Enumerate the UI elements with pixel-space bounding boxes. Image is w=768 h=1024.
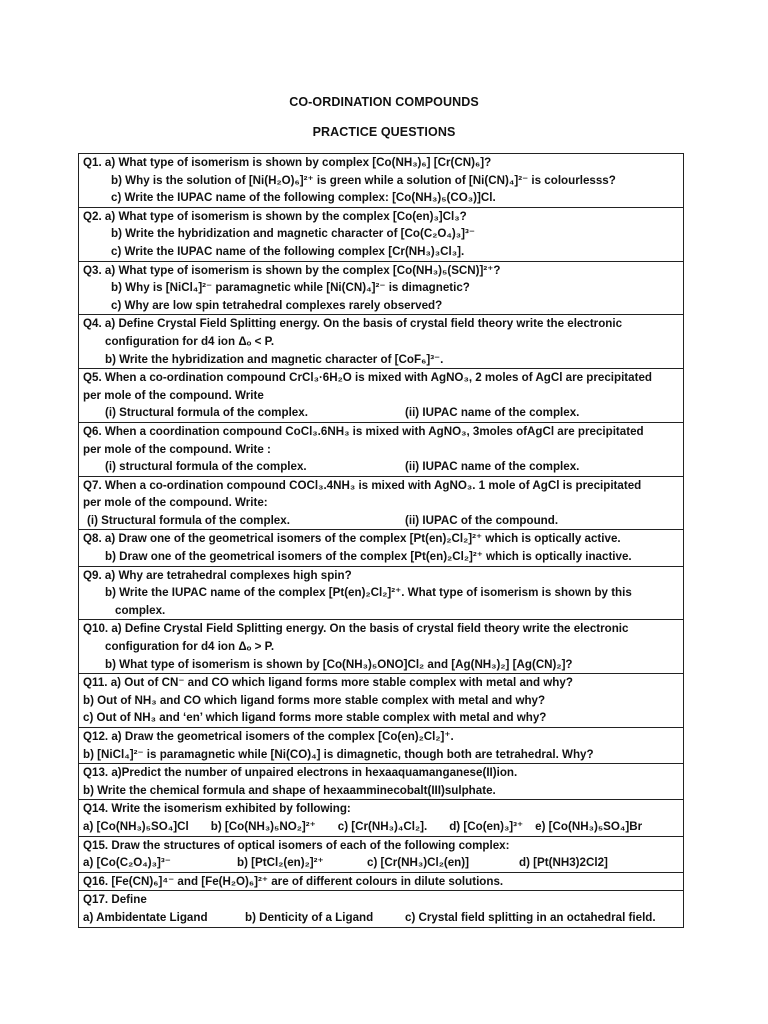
- question-cell: [79, 566, 684, 620]
- q14-option-c: c) [Cr(NH₃)₄Cl₂].: [337, 819, 428, 833]
- q10-part-a-cont: configuration for d4 ion Δₒ > P.: [105, 640, 275, 654]
- q7-line-2: per mole of the compound. Write:: [83, 496, 268, 510]
- q5-part-ii: (ii) IUPAC name of the complex.: [405, 406, 580, 420]
- q2-part-a: Q2. a) What type of isomerism is shown by the complex [Co(en)₃]Cl₃?: [83, 209, 467, 223]
- question-row-q12: [79, 728, 684, 764]
- q14-option-a: a) [Co(NH₃)₅SO₄]Cl: [83, 819, 189, 833]
- q15-option-c: c) [Cr(NH₃)Cl₂(en)]: [367, 856, 469, 870]
- question-cell: [79, 728, 684, 764]
- q14-option-e: e) [Co(NH₃)₅SO₄]Br: [535, 819, 643, 833]
- q1-part-a: Q1. a) What type of isomerism is shown by complex [Co(NH₃)₆] [Cr(CN)₆]?: [83, 156, 492, 169]
- question-row-q10: [79, 620, 684, 674]
- question-cell: [79, 764, 684, 800]
- q7-part-i: (i) Structural formula of the complex.: [87, 513, 290, 527]
- question-row-q13: [79, 764, 684, 800]
- question-row-q16: [79, 872, 684, 891]
- q9-part-b: b) Write the IUPAC name of the complex [Pt(en)₂Cl₂]²⁺. What type of isomerism is shown by this: [105, 586, 632, 600]
- q9-part-a: Q9. a) Why are tetrahedral complexes high spin?: [83, 568, 352, 582]
- questions-table: [78, 153, 684, 928]
- q15-option-a: a) [Co(C₂O₄)₃]³⁻: [83, 856, 171, 870]
- q3-part-a: Q3. a) What type of isomerism is shown by the complex [Co(NH₃)₅(SCN)]²⁺?: [83, 263, 501, 277]
- q11-part-a: Q11. a) Out of CN⁻ and CO which ligand forms more stable complex with metal and why?: [83, 676, 573, 690]
- q4-part-a-cont: configuration for d4 ion Δₒ < P.: [105, 334, 275, 348]
- question-cell: [79, 207, 684, 261]
- question-cell: [79, 674, 684, 728]
- question-row-q11: [79, 674, 684, 728]
- q14-option-b: b) [Co(NH₃)₅NO₂]²⁺: [210, 819, 316, 833]
- question-cell: [79, 836, 684, 872]
- question-cell: [79, 261, 684, 315]
- q17-option-c: c) Crystal field splitting in an octahedral field.: [405, 910, 656, 924]
- q6-part-i: (i) structural formula of the complex.: [105, 460, 307, 474]
- q3-part-b: b) Why is [NiCl₄]²⁻ paramagnetic while [Ni(CN)₄]²⁻ is dimagnetic?: [111, 281, 470, 295]
- q5-part-i: (i) Structural formula of the complex.: [105, 406, 308, 420]
- q4-part-b: b) Write the hybridization and magnetic character of [CoF₆]³⁻.: [105, 352, 444, 366]
- question-cell: [79, 891, 684, 927]
- question-cell: [79, 800, 684, 836]
- question-row-q9: [79, 566, 684, 620]
- q12-part-b: b) [NiCl₄]²⁻ is paramagnetic while [Ni(CO)₄] is dimagnetic, though both are tetrahedral. Why?: [83, 747, 594, 761]
- question-cell: [79, 369, 684, 423]
- q10-part-b: b) What type of isomerism is shown by [Co(NH₃)₅ONO]Cl₂ and [Ag(NH₃)₂] [Ag(CN)₂]?: [105, 657, 573, 671]
- q1-part-b: b) Why is the solution of [Ni(H₂O)₆]²⁺ is green while a solution of [Ni(CN)₄]²⁻ is colourlesss?: [111, 173, 616, 187]
- question-row-q8: [79, 530, 684, 566]
- q10-part-a: Q10. a) Define Crystal Field Splitting energy. On the basis of crystal field theory write the electronic: [83, 622, 629, 636]
- question-cell: [79, 476, 684, 530]
- question-row-q5: [79, 369, 684, 423]
- question-cell: [79, 620, 684, 674]
- q13-part-b: b) Write the chemical formula and shape of hexaamminecobalt(III)sulphate.: [83, 783, 496, 797]
- question-row-q17: [79, 891, 684, 927]
- q8-part-b: b) Draw one of the geometrical isomers of the complex [Pt(en)₂Cl₂]²⁺ which is optically inactive.: [105, 550, 632, 564]
- q11-part-b: b) Out of NH₃ and CO which ligand forms more stable complex with metal and why?: [83, 693, 546, 707]
- q17-option-b: b) Denticity of a Ligand: [245, 910, 374, 924]
- q6-line-1: Q6. When a coordination compound CoCl₃.6NH₃ is mixed with AgNO₃, 3moles ofAgCl are precipitated: [83, 424, 644, 438]
- q5-line-1: Q5. When a co-ordination compound CrCl₃·6H₂O is mixed with AgNO₃, 2 moles of AgCl are precipitated: [83, 371, 652, 385]
- question-cell: [79, 422, 684, 476]
- question-row-q6: [79, 422, 684, 476]
- question-row-q3: [79, 261, 684, 315]
- q3-part-c: c) Why are low spin tetrahedral complexes rarely observed?: [111, 298, 443, 312]
- page-title: CO-ORDINATION COMPOUNDS: [289, 95, 479, 109]
- q15-option-d: d) [Pt(NH3)2Cl2]: [519, 856, 608, 870]
- page-subtitle: PRACTICE QUESTIONS: [312, 125, 456, 139]
- question-row-q15: [79, 836, 684, 872]
- question-cell: [79, 530, 684, 566]
- q16-text: Q16. [Fe(CN)₆]⁴⁻ and [Fe(H₂O)₆]²⁺ are of different colours in dilute solutions.: [83, 874, 504, 888]
- q6-part-ii: (ii) IUPAC name of the complex.: [405, 460, 580, 474]
- question-row-q2: [79, 207, 684, 261]
- q7-line-1: Q7. When a co-ordination compound COCl₃.4NH₃ is mixed with AgNO₃. 1 mole of AgCl is precipitated: [83, 478, 642, 492]
- q4-part-a: Q4. a) Define Crystal Field Splitting energy. On the basis of crystal field theory write the electronic: [83, 317, 623, 331]
- q8-part-a: Q8. a) Draw one of the geometrical isomers of the complex [Pt(en)₂Cl₂]²⁺ which is optically active.: [83, 532, 621, 546]
- q9-part-b-cont: complex.: [115, 603, 166, 617]
- question-row-q4: [79, 315, 684, 369]
- q17-option-a: a) Ambidentate Ligand: [83, 910, 208, 924]
- q6-line-2: per mole of the compound. Write :: [83, 442, 271, 456]
- question-cell: [79, 872, 684, 891]
- question-cell: [79, 315, 684, 369]
- q14-title: Q14. Write the isomerism exhibited by following:: [83, 802, 351, 816]
- question-row-q14: [79, 800, 684, 836]
- q12-part-a: Q12. a) Draw the geometrical isomers of the complex [Co(en)₂Cl₂]⁺.: [83, 730, 454, 743]
- question-cell: [79, 154, 684, 208]
- q17-title: Q17. Define: [83, 893, 147, 907]
- q15-title: Q15. Draw the structures of optical isomers of each of the following complex:: [83, 838, 510, 852]
- question-row-q7: [79, 476, 684, 530]
- q11-part-c: c) Out of NH₃ and ‘en’ which ligand forms more stable complex with metal and why?: [83, 711, 547, 725]
- q2-part-c: c) Write the IUPAC name of the following complex [Cr(NH₃)₃Cl₃].: [111, 244, 465, 258]
- q5-line-2: per mole of the compound. Write: [83, 388, 264, 402]
- q13-part-a: Q13. a)Predict the number of unpaired electrons in hexaaquamanganese(II)ion.: [83, 766, 518, 780]
- q14-option-d: d) [Co(en)₃]³⁺: [449, 819, 524, 833]
- q7-part-ii: (ii) IUPAC of the compound.: [405, 513, 559, 527]
- question-row-q1: [79, 154, 684, 208]
- q15-option-b: b) [PtCl₂(en)₂]²⁺: [237, 856, 324, 870]
- q1-part-c: c) Write the IUPAC name of the following complex: [Co(NH₃)₅(CO₃)]Cl.: [111, 191, 496, 205]
- q2-part-b: b) Write the hybridization and magnetic character of [Co(C₂O₄)₃]³⁻: [111, 227, 475, 241]
